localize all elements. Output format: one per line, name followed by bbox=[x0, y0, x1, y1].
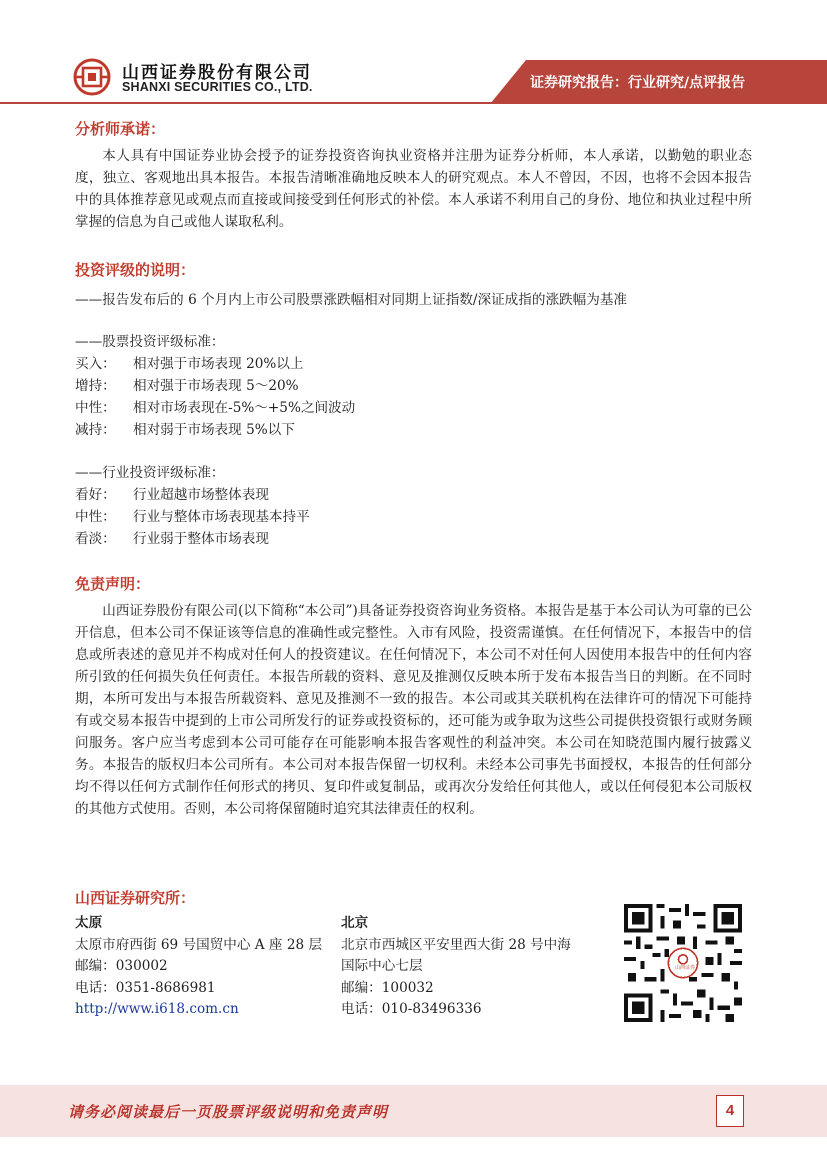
stock-rating-row bbox=[75, 374, 299, 394]
analyst-heading: 分析师承诺： bbox=[75, 120, 166, 138]
industry-rating-row bbox=[75, 483, 269, 503]
rating-label: 中性： bbox=[75, 400, 116, 416]
rating-heading: 投资评级的说明： bbox=[75, 261, 196, 279]
stock-rating-row bbox=[75, 418, 295, 438]
qr-code-icon bbox=[624, 904, 742, 1022]
page-number: 4 bbox=[716, 1095, 744, 1127]
rating-label: 增持： bbox=[75, 378, 116, 394]
beijing-address: 北京市西城区平安里西大街 28 号中海 bbox=[341, 936, 571, 953]
disclaimer-text: 山西证券股份有限公司(以下简称“本公司”)具备证券投资咨询业务资格。本报告是基于本公司认为可靠的已公开信息，但本公司不保证该等信息的准确性或完整性。入市有风险，投资需谨慎。在任何情况下，本报告中的信息或所表述的意见并不构成对任何人的投资建议。在任何情况下，本公司不对任何人因使用本报告中的任何内容所引致的任何损失负任何责任。本报告所载的资料、意见及推测仅反映本所于发布本报告当日的判断。在不同时期，本所可发出与本报告所载资料、意见及推测不一致的报告。本公司或其关联机构在法律许可的情况下可能持有或交易本报告中提到的上市公司所发行的证券或投资标的，还可能为或争取为这些公司提供投资银行或财务顾问服务。客户应当考虑到本公司可能存在可能影响本报告客观性的利益冲突。本公司在知晓范围内履行披露义务。本报告的版权归本公司所有。本公司对本报告保留一切权利。未经本公司事先书面授权，本报告的任何部分均不得以任何方式制作任何形式的拷贝、复印件或复制品，或再次分发给任何其他人，或以任何侵犯本公司版权的其他方式使用。否则，本公司将保留随时追究其法律责任的权利。 bbox=[75, 603, 753, 817]
rating-label: 看淡： bbox=[75, 531, 116, 547]
taiyuan-contact bbox=[75, 913, 322, 1021]
beijing-city: 北京 bbox=[341, 915, 369, 931]
rating-label: 减持： bbox=[75, 422, 116, 438]
rating-desc: 相对强于市场表现 5～20% bbox=[133, 378, 299, 394]
taiyuan-city: 太原 bbox=[75, 915, 103, 931]
rating-label: 买入： bbox=[75, 356, 116, 372]
analyst-paragraph bbox=[75, 145, 752, 233]
rating-basis: ——报告发布后的 6 个月内上市公司股票涨跌幅相对同期上证指数/深证成指的涨跌幅为基准 bbox=[75, 292, 628, 308]
stock-rating-row bbox=[75, 352, 303, 372]
rating-desc: 行业与整体市场表现基本持平 bbox=[133, 509, 310, 525]
industry-rating-row bbox=[75, 505, 310, 525]
footer-notice: 请务必阅读最后一页股票评级说明和免责声明 bbox=[68, 1103, 389, 1121]
institute-heading: 山西证券研究所： bbox=[75, 889, 196, 907]
rating-label: 看好： bbox=[75, 487, 116, 503]
industry-rating-row bbox=[75, 527, 269, 547]
website-link[interactable]: http://www.i618.com.cn bbox=[75, 1001, 239, 1017]
rating-desc: 相对市场表现在-5%～+5%之间波动 bbox=[133, 400, 356, 416]
beijing-address-line2: 国际中心七层 bbox=[341, 958, 423, 974]
qr-center-label: 山西证券 bbox=[675, 965, 696, 971]
company-name-cn: 山西证券股份有限公司 bbox=[122, 63, 312, 83]
beijing-postcode: 邮编：100032 bbox=[341, 979, 434, 996]
taiyuan-phone: 电话：0351-8686981 bbox=[75, 979, 216, 996]
taiyuan-postcode: 邮编：030002 bbox=[75, 958, 168, 974]
beijing-contact bbox=[341, 913, 571, 1021]
analyst-text: 本人具有中国证券业协会授予的证券投资咨询执业资格并注册为证券分析师，本人承诺，以勤勉的职业态度，独立、客观地出具本报告。本报告清晰准确地反映本人的研究观点。本人不曾因，不因，也将不会因本报告中的具体推荐意见或观点而直接或间接受到任何形式的补偿。本人承诺不利用自己的身份、地位和执业过程中所掌握的信息为自己或他人谋取私利。 bbox=[75, 148, 752, 230]
report-type-label: 证券研究报告：行业研究/点评报告 bbox=[530, 75, 746, 91]
company-name-en: SHANXI SECURITIES CO., LTD. bbox=[122, 80, 313, 94]
disclaimer-heading: 免责声明： bbox=[75, 575, 151, 593]
beijing-phone: 电话：010-83496336 bbox=[341, 1001, 482, 1017]
company-logo-icon bbox=[72, 57, 112, 97]
stock-rating-row bbox=[75, 396, 355, 416]
industry-rating-title: ——行业投资评级标准： bbox=[75, 465, 225, 481]
taiyuan-address: 太原市府西街 69 号国贸中心 A 座 28 层 bbox=[75, 936, 323, 953]
disclaimer-paragraph bbox=[75, 600, 752, 820]
rating-desc: 相对弱于市场表现 5%以下 bbox=[133, 422, 295, 438]
stock-rating-title: ——股票投资评级标准： bbox=[75, 334, 225, 350]
rating-label: 中性： bbox=[75, 509, 116, 525]
rating-desc: 相对强于市场表现 20%以上 bbox=[133, 356, 304, 372]
rating-desc: 行业弱于整体市场表现 bbox=[133, 531, 269, 547]
header-divider bbox=[0, 102, 827, 104]
rating-desc: 行业超越市场整体表现 bbox=[133, 487, 269, 503]
